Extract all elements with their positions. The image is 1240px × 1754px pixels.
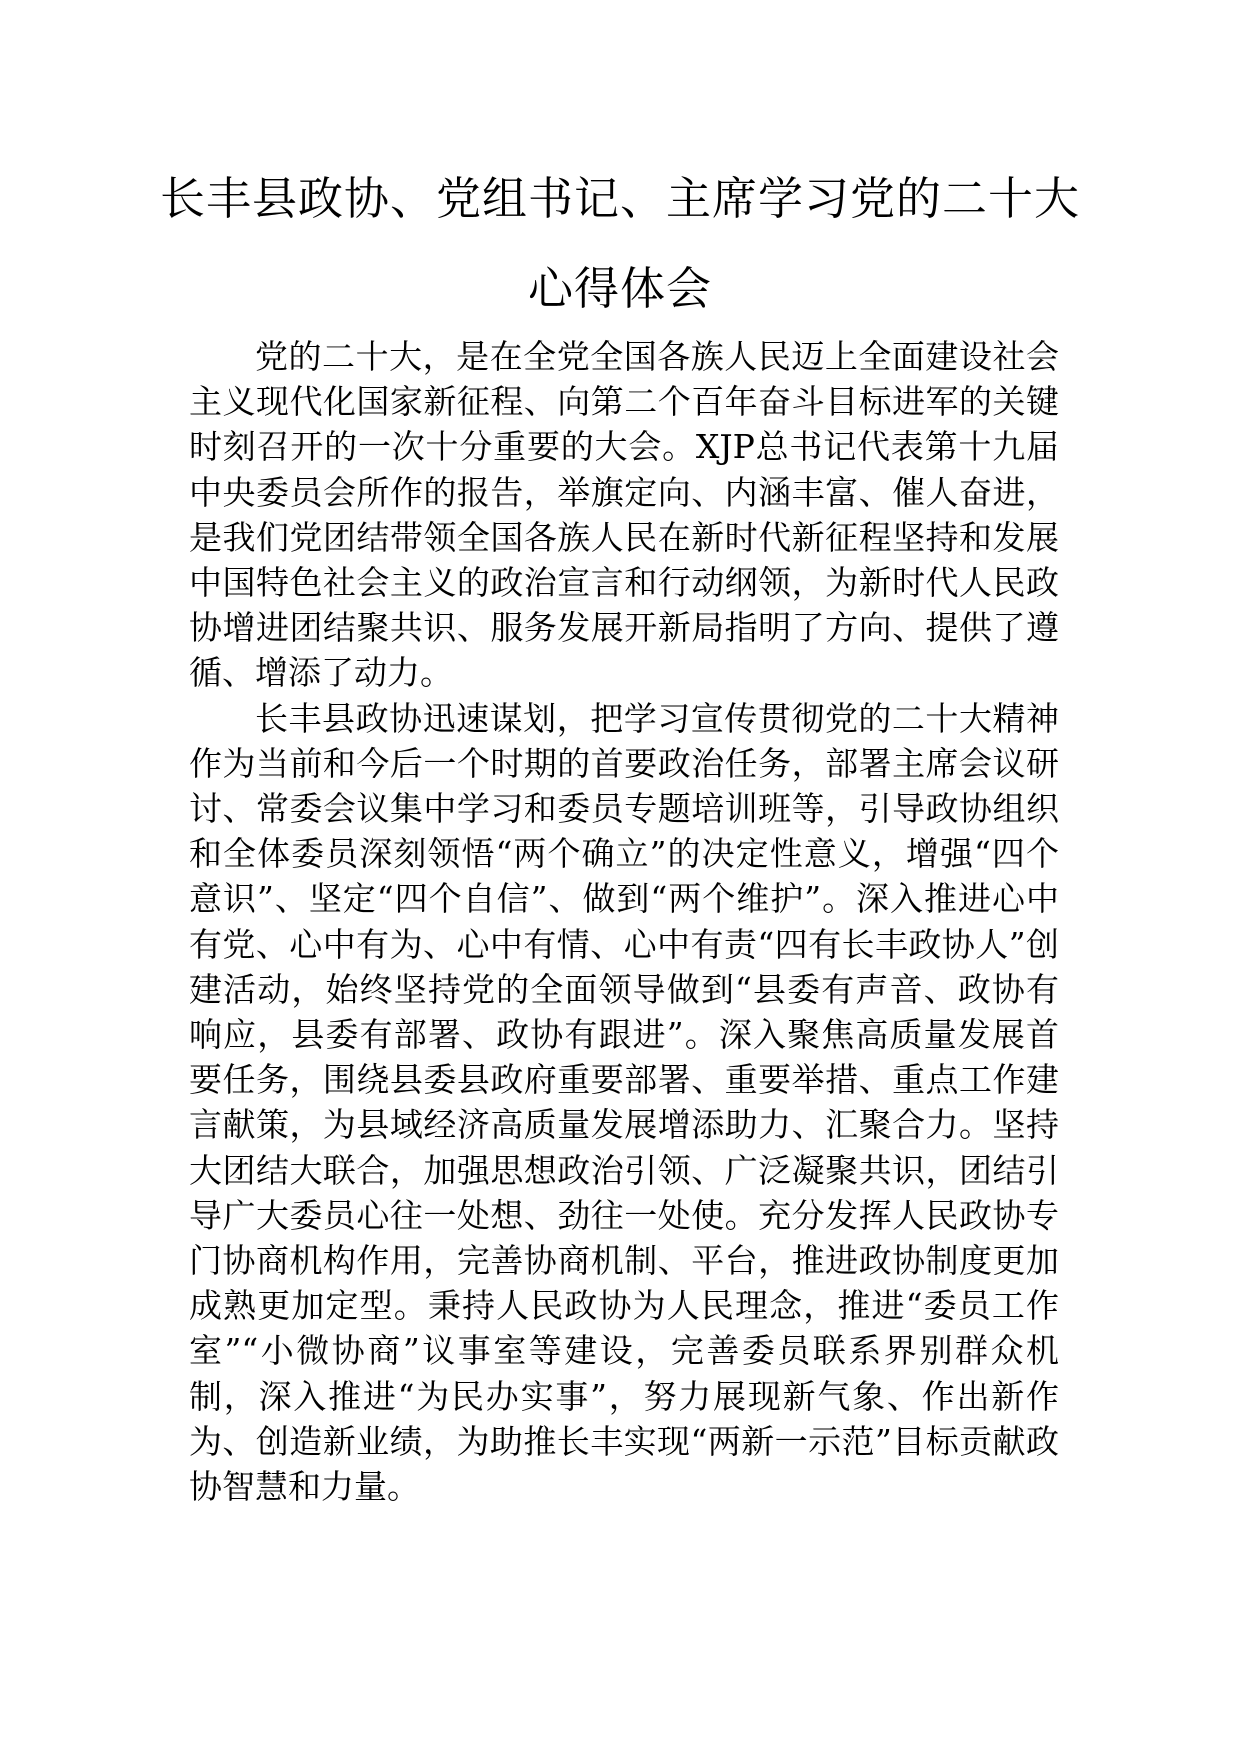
document-body: [189, 334, 1059, 1509]
document-title: 长丰县政协、党组书记、主席学习党的二十大心得体会: [159, 172, 1080, 315]
paragraph-1: 党的二十大，是在全党全国各族人民迈上全面建设社会主义现代化国家新征程、向第二个百年奋斗目标进军的关键时刻召开的一次十分重要的大会。XJP总书记代表第十九届中央委员会所作的报告，举旗定向、内涵丰富、催人奋进，是我们党团结带领全国各族人民在新时代新征程坚持和发展中国特色社会主义的政治宣言和行动纲领，为新时代人民政协增进团结聚共识、服务发展开新局指明了方向、提供了遵循、增添了动力。: [189, 337, 1059, 693]
paragraph-2: 长丰县政协迅速谋划，把学习宣传贯彻党的二十大精神作为当前和今后一个时期的首要政治任务，部署主席会议研讨、常委会议集中学习和委员专题培训班等，引导政协组织和全体委员深刻领悟“两个确立”的决定性意义，增强“四个意识”、坚定“四个自信”、做到“两个维护”。深入推进心中有党、心中有为、心中有情、心中有责“四有长丰政协人”创建活动，始终坚持党的全面领导做到“县委有声音、政协有响应，县委有部署、政协有跟进”。深入聚焦高质量发展首要任务，围绕县委县政府重要部署、重要举措、重点工作建言献策，为县域经济高质量发展增添助力、汇聚合力。坚持大团结大联合，加强思想政治引领、广泛凝聚共识，团结引导广大委员心往一处想、劲往一处使。充分发挥人民政协专门协商机构作用，完善协商机制、平台，推进政协制度更加成熟更加定型。秉持人民政协为人民理念，推进“委员工作室”“小微协商”议事室等建设，完善委员联系界别群众机制，深入推进“为民办实事”，努力展现新气象、作出新作为、创造新业绩，为助推长丰实现“两新一示范”目标贡献政协智慧和力量。: [189, 698, 1059, 1507]
